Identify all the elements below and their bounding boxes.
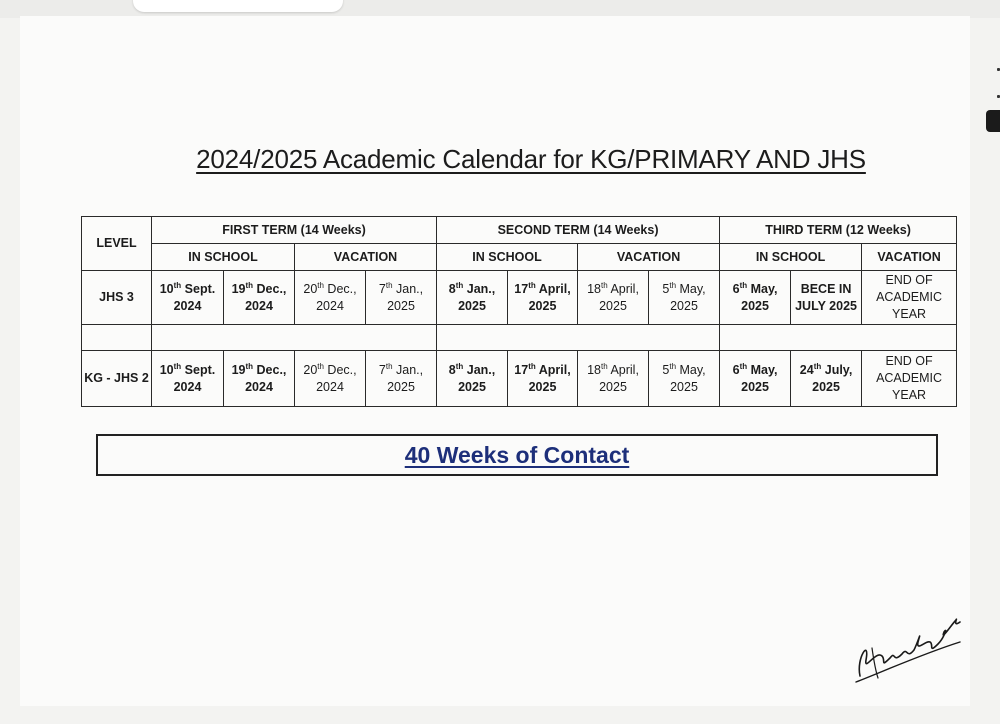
date-extra: YEAR (892, 388, 927, 402)
date-day: 6 (732, 362, 740, 377)
date-day: 10 (159, 281, 174, 296)
date-suffix: th (600, 280, 608, 290)
date-cell (720, 351, 791, 407)
date-month: Jan., (463, 281, 496, 296)
date-cell-line1 (295, 281, 365, 298)
date-cell-line1 (862, 272, 956, 289)
date-cell (366, 351, 437, 407)
date-day: 8 (448, 281, 456, 296)
table-row (82, 271, 957, 325)
date-cell (508, 271, 578, 325)
date-day: 18 (587, 281, 601, 296)
date-day: 17 (514, 362, 529, 377)
date-month: Dec., (253, 362, 287, 377)
date-cell-line1 (152, 281, 223, 298)
date-month: END OF (885, 354, 933, 368)
date-day: 7 (378, 362, 386, 377)
date-cell (224, 351, 295, 407)
date-month: Jan., (392, 281, 424, 296)
date-cell (295, 271, 366, 325)
date-cell-line1 (578, 362, 648, 379)
date-suffix: th (528, 280, 536, 290)
third-term-header: THIRD TERM (12 Weeks) (720, 217, 957, 244)
date-cell (791, 271, 862, 325)
date-cell-line1 (649, 281, 719, 298)
date-day: 20 (303, 362, 318, 377)
date-day: 5 (662, 281, 670, 296)
date-cell (152, 351, 224, 407)
contact-weeks-text: 40 Weeks of Contact (404, 441, 630, 468)
date-month: May, (747, 362, 778, 377)
date-cell (152, 271, 224, 325)
date-cell (649, 351, 720, 407)
date-suffix: th (455, 280, 464, 290)
date-year: 2024 (245, 298, 273, 313)
date-day: 10 (159, 362, 174, 377)
date-month: BECE IN (800, 281, 852, 296)
academic-calendar-table (81, 216, 957, 407)
date-month: END OF (885, 273, 933, 287)
browser-tab[interactable] (133, 0, 343, 12)
date-cell-line1 (437, 281, 507, 298)
date-day: 17 (514, 281, 529, 296)
date-cell-line1 (224, 281, 294, 298)
date-year: 2025 (812, 379, 840, 394)
date-suffix: th (317, 280, 324, 290)
date-day: 7 (378, 281, 386, 296)
date-cell (437, 271, 508, 325)
table-header-row (82, 217, 957, 244)
date-day: 5 (662, 362, 670, 377)
date-year: 2025 (458, 298, 486, 313)
date-year: 2025 (741, 298, 769, 313)
date-suffix: th (317, 361, 324, 371)
date-year: 2025 (458, 379, 486, 394)
date-suffix: th (245, 361, 254, 371)
date-month: May, (747, 281, 778, 296)
date-cell-line1 (295, 362, 365, 379)
date-year: 2024 (245, 379, 273, 394)
date-month: Dec., (323, 281, 357, 296)
third-vacation-header: VACATION (862, 244, 957, 271)
table-spacer-row (82, 325, 957, 351)
date-cell-line1 (366, 281, 436, 298)
page-title: 2024/2025 Academic Calendar for KG/PRIMARY AND JHS (196, 144, 866, 174)
date-cell-line1 (224, 362, 294, 379)
date-cell (649, 271, 720, 325)
date-cell-line1 (720, 281, 790, 298)
date-month: May, (676, 281, 706, 296)
date-month: April, (535, 362, 571, 377)
date-suffix: th (600, 361, 608, 371)
date-suffix: th (813, 361, 822, 371)
date-year: 2025 (387, 298, 415, 313)
date-suffix: th (173, 361, 182, 371)
date-cell-line1 (862, 353, 956, 370)
second-in-school-header: IN SCHOOL (437, 244, 578, 271)
first-vacation-header: VACATION (295, 244, 437, 271)
third-in-school-header: IN SCHOOL (720, 244, 862, 271)
date-cell-line1 (152, 362, 223, 379)
date-year: 2025 (741, 379, 769, 394)
date-year: 2025 (528, 298, 557, 313)
date-year: 2025 (670, 298, 698, 313)
date-cell (366, 271, 437, 325)
date-day: 20 (303, 281, 318, 296)
date-suffix: th (739, 361, 748, 371)
level-cell: JHS 3 (82, 271, 152, 325)
date-suffix: th (669, 361, 677, 371)
date-month: April, (607, 362, 639, 377)
level-cell: KG - JHS 2 (82, 351, 152, 407)
date-extra: YEAR (892, 307, 927, 321)
date-cell-line1 (649, 362, 719, 379)
date-cell (862, 271, 957, 325)
date-suffix: th (385, 280, 393, 290)
date-cell-line1 (508, 281, 577, 298)
date-cell (295, 351, 366, 407)
date-month: Sept. (181, 362, 216, 377)
date-cell-line1 (791, 281, 861, 298)
date-cell (862, 351, 957, 407)
date-month: April, (607, 281, 639, 296)
date-month: May, (676, 362, 706, 377)
date-cell-line1 (508, 362, 577, 379)
date-year: 2024 (173, 298, 202, 313)
date-year: JULY 2025 (795, 298, 857, 313)
date-suffix: th (669, 280, 677, 290)
date-cell (720, 271, 791, 325)
first-term-header: FIRST TERM (14 Weeks) (152, 217, 437, 244)
date-month: Dec., (323, 362, 357, 377)
date-year: 2025 (387, 379, 415, 394)
date-month: April, (535, 281, 571, 296)
date-suffix: th (739, 280, 748, 290)
date-cell-line1 (720, 362, 790, 379)
table-row (82, 351, 957, 407)
date-year: 2025 (599, 298, 627, 313)
date-cell-line1 (437, 362, 507, 379)
date-year: 2024 (316, 379, 344, 394)
date-suffix: th (173, 280, 182, 290)
date-year: 2025 (599, 379, 627, 394)
date-day: 19 (231, 281, 246, 296)
date-day: 8 (448, 362, 456, 377)
date-cell-line1 (791, 362, 861, 379)
date-day: 6 (732, 281, 740, 296)
date-month: Dec., (253, 281, 287, 296)
date-suffix: th (528, 361, 536, 371)
date-cell (578, 351, 649, 407)
date-suffix: th (385, 361, 393, 371)
date-day: 18 (587, 362, 601, 377)
level-header: LEVEL (82, 217, 152, 271)
date-cell (224, 271, 295, 325)
date-year: ACADEMIC (876, 371, 943, 385)
date-month: Sept. (181, 281, 216, 296)
contact-weeks-banner (96, 434, 938, 476)
date-cell (578, 271, 649, 325)
date-suffix: th (455, 361, 464, 371)
date-day: 24 (799, 362, 814, 377)
date-cell (508, 351, 578, 407)
date-cell (791, 351, 862, 407)
date-suffix: th (245, 280, 254, 290)
date-month: Jan., (392, 362, 424, 377)
date-year: 2024 (316, 298, 344, 313)
date-year: ACADEMIC (876, 290, 943, 304)
side-panel-icon[interactable] (986, 110, 1000, 132)
date-cell-line1 (578, 281, 648, 298)
date-month: July, (821, 362, 853, 377)
signature (852, 598, 964, 684)
second-term-header: SECOND TERM (14 Weeks) (437, 217, 720, 244)
date-cell-line1 (366, 362, 436, 379)
date-year: 2025 (528, 379, 557, 394)
date-day: 19 (231, 362, 246, 377)
second-vacation-header: VACATION (578, 244, 720, 271)
date-year: 2025 (670, 379, 698, 394)
date-month: Jan., (463, 362, 496, 377)
first-in-school-header: IN SCHOOL (152, 244, 295, 271)
date-year: 2024 (173, 379, 202, 394)
date-cell (437, 351, 508, 407)
table-subheader-row (82, 244, 957, 271)
